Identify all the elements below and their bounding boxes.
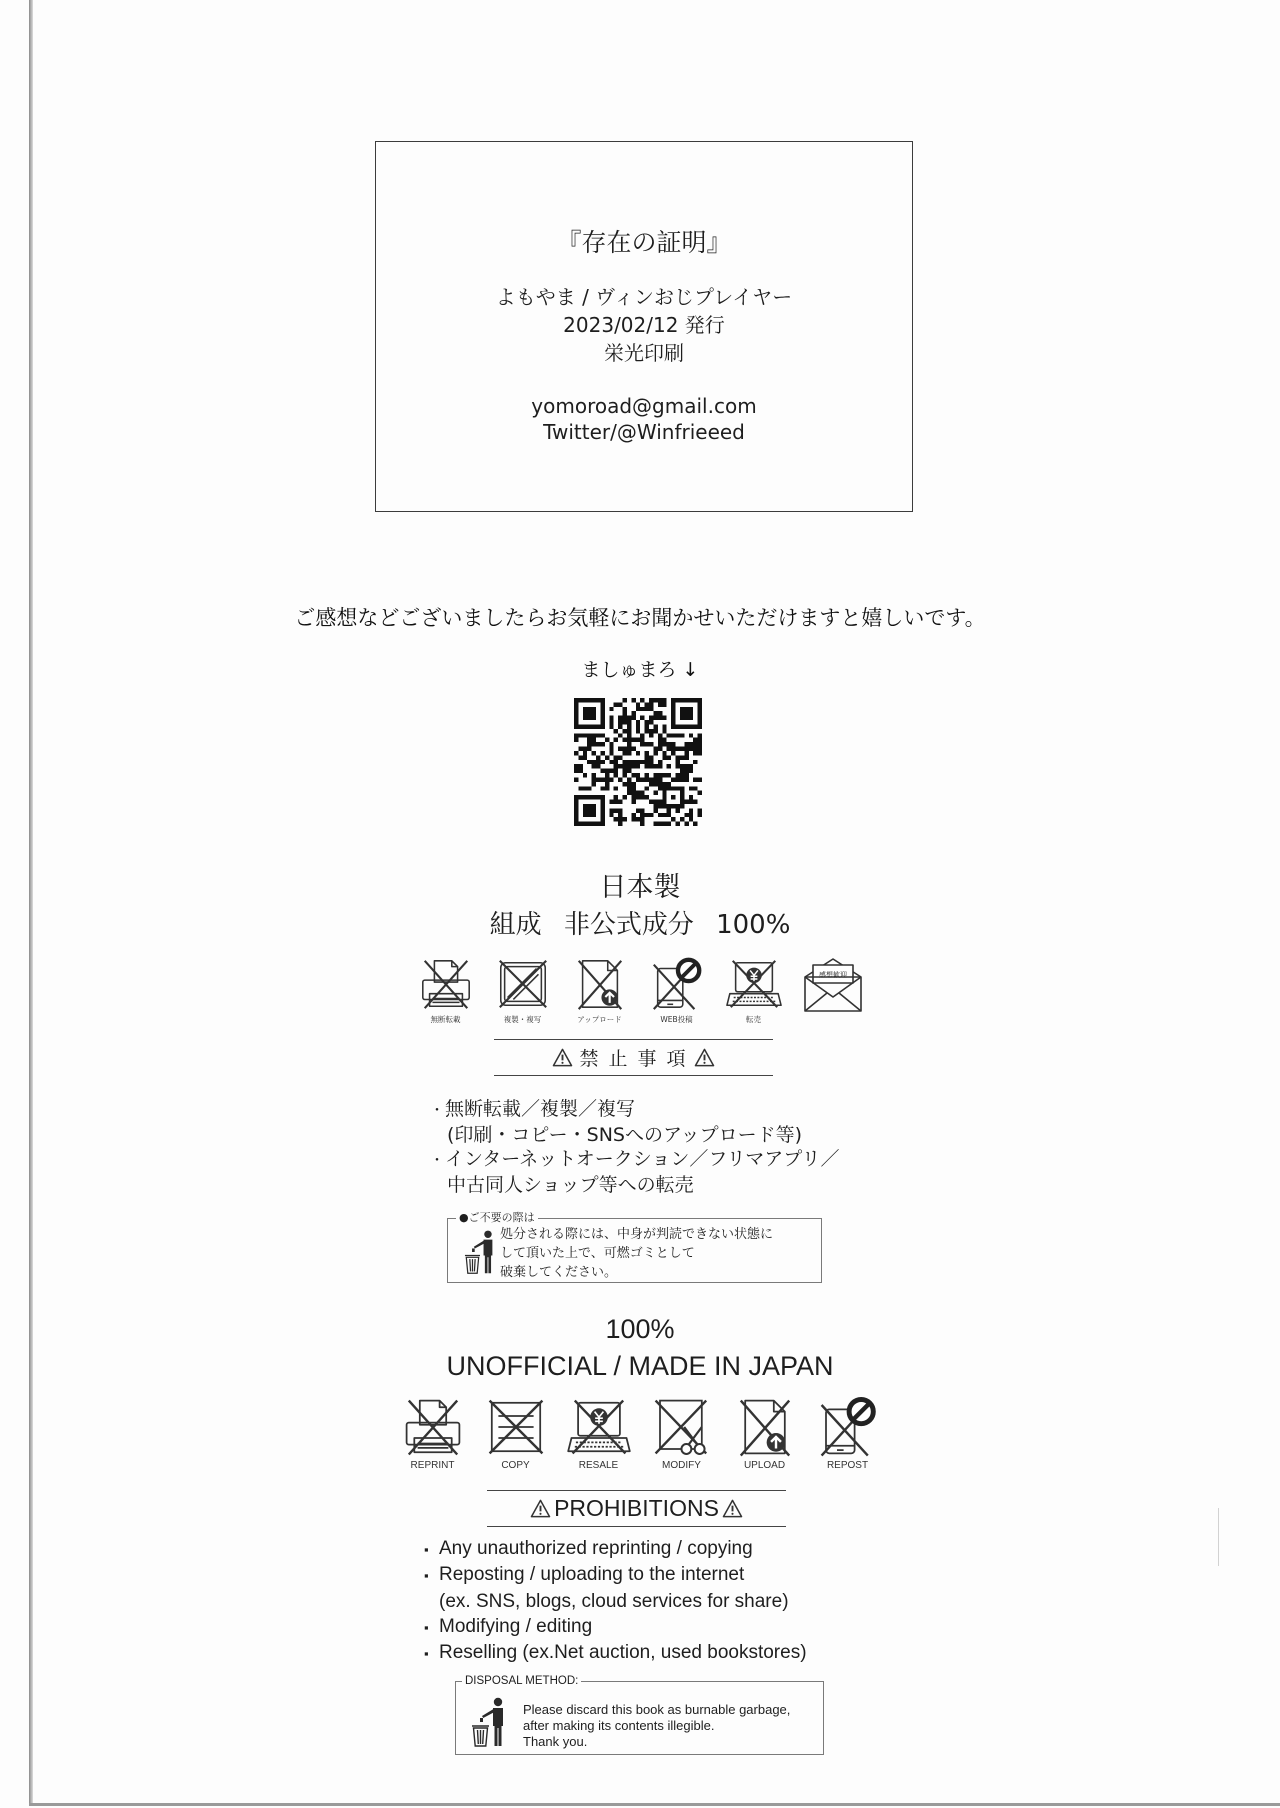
upload-icon bbox=[571, 955, 629, 1013]
warning-icon bbox=[552, 1048, 573, 1067]
icon-item-reprint bbox=[415, 955, 477, 1025]
feedback-message: ご感想などございましたらお気軽にお聞かせいただけますと嬉しいです。 bbox=[294, 606, 986, 630]
disposal-line: 処分される際には、中身が判読できない状態に bbox=[500, 1227, 774, 1242]
warning-icon-glyph bbox=[532, 1500, 550, 1516]
disposal-line: して頂いた上で、可燃ゴミとして bbox=[500, 1246, 695, 1261]
disposal-line: after making its contents illegible. bbox=[523, 1718, 715, 1733]
book-title: 『存在の証明』 bbox=[556, 228, 732, 257]
icon-item-modify bbox=[647, 1394, 717, 1472]
phone-ban-icon-glyph bbox=[821, 1400, 873, 1456]
icon-item-reprint bbox=[398, 1394, 468, 1472]
icon-caption: 複製・複写 bbox=[503, 1015, 542, 1024]
list-item: ・ 無断転載／複製／複写 bbox=[432, 1097, 839, 1123]
icon-caption: アップロード bbox=[577, 1015, 622, 1024]
icon-item-resale bbox=[723, 955, 785, 1025]
printer-icon bbox=[417, 955, 475, 1013]
printer-icon-glyph bbox=[406, 1401, 459, 1455]
page-edge-bottom bbox=[29, 1803, 1280, 1806]
icon-caption: REPOST bbox=[826, 1460, 869, 1471]
icon-caption: RESALE bbox=[578, 1460, 619, 1471]
colophon-box bbox=[375, 141, 913, 512]
laptop-yen-icon-glyph bbox=[568, 1401, 630, 1454]
disposal-line: Thank you. bbox=[523, 1734, 588, 1749]
icon-caption: 転売 bbox=[746, 1015, 761, 1024]
icon-item-upload bbox=[730, 1394, 800, 1472]
upload-icon-glyph bbox=[740, 1401, 788, 1456]
printer-icon-glyph bbox=[422, 961, 468, 1008]
composition-label: 組成 非公式成分 100% bbox=[489, 910, 791, 940]
warning-icon bbox=[530, 1499, 551, 1518]
list-item-continuation: (ex. SNS, blogs, cloud services for share) bbox=[439, 1590, 789, 1612]
author-line: よもやま / ヴィンおじプレイヤー bbox=[495, 285, 793, 309]
list-item-continuation: (印刷・コピー・SNSへのアップロード等) bbox=[447, 1124, 803, 1146]
rules-list-jp bbox=[432, 1097, 839, 1197]
icon-item-resale bbox=[564, 1394, 634, 1472]
disposal-text bbox=[523, 1702, 790, 1750]
prohibitions-heading-jp bbox=[494, 1039, 773, 1076]
rules-list-en bbox=[424, 1536, 807, 1666]
copy-icon-glyph bbox=[489, 1401, 542, 1454]
list-item: ▪ Any unauthorized reprinting / copying bbox=[424, 1536, 807, 1562]
icon-item-upload bbox=[569, 955, 631, 1025]
icon-item-copy bbox=[492, 955, 554, 1025]
list-item-continuation: 中古同人ショップ等への転売 bbox=[447, 1174, 694, 1196]
icon-item-web-post bbox=[646, 955, 708, 1025]
phone-ban-icon bbox=[815, 1394, 881, 1460]
scissors-icon-glyph bbox=[655, 1401, 706, 1454]
warning-icon bbox=[694, 1048, 715, 1067]
disposal-box-en bbox=[455, 1675, 824, 1755]
laptop-yen-icon-glyph bbox=[726, 961, 780, 1007]
trash-disposal-icon-glyph bbox=[465, 1231, 492, 1274]
list-item: ▪ Reselling (ex.Net auction, used bookstores) bbox=[424, 1640, 807, 1666]
upload-icon-glyph bbox=[578, 961, 621, 1009]
icon-caption: REPRINT bbox=[410, 1460, 455, 1471]
prohibition-icons-jp bbox=[0, 955, 1280, 1025]
printer-name: 栄光印刷 bbox=[604, 341, 684, 365]
envelope-label: 感想歓迎 bbox=[818, 971, 847, 979]
scissors-icon bbox=[649, 1394, 715, 1460]
disposal-heading: ●ご不要の際は bbox=[456, 1211, 538, 1225]
copy-icon bbox=[483, 1394, 549, 1460]
icon-caption: 無断転載 bbox=[430, 1015, 461, 1024]
prohibition-icons-en bbox=[0, 1394, 1280, 1472]
icon-caption: UPLOAD bbox=[743, 1460, 786, 1471]
icon-caption: MODIFY bbox=[662, 1460, 701, 1471]
twitter-handle: Twitter/@Winfrieeed bbox=[543, 420, 745, 444]
qr-label: ましゅまろ ↓ bbox=[581, 659, 699, 681]
unofficial-heading: UNOFFICIAL / MADE IN JAPAN bbox=[446, 1351, 834, 1381]
prohibitions-title: 禁 止 事 項 bbox=[579, 1048, 688, 1070]
disposal-line: 破棄してください。 bbox=[500, 1265, 618, 1280]
trash-disposal-icon bbox=[462, 1229, 498, 1275]
warning-icon-glyph bbox=[554, 1049, 572, 1065]
warning-icon-glyph bbox=[695, 1049, 713, 1065]
warning-icon-glyph bbox=[723, 1500, 741, 1516]
disposal-box-jp bbox=[447, 1211, 822, 1283]
icon-item-copy bbox=[481, 1394, 551, 1472]
list-item: ▪ Modifying / editing bbox=[424, 1614, 807, 1640]
envelope-icon-glyph bbox=[805, 959, 861, 1011]
phone-ban-icon bbox=[648, 955, 706, 1013]
upload-icon bbox=[732, 1394, 798, 1460]
disposal-text bbox=[500, 1225, 773, 1282]
icon-caption: COPY bbox=[501, 1460, 530, 1471]
icon-item-repost bbox=[813, 1394, 883, 1472]
publish-date: 2023/02/12 発行 bbox=[563, 313, 725, 337]
list-item: ▪ Reposting / uploading to the internet bbox=[424, 1562, 807, 1588]
warning-icon bbox=[722, 1499, 743, 1518]
icon-item-feedback-welcome bbox=[800, 955, 866, 1025]
trash-disposal-icon bbox=[469, 1696, 509, 1748]
contact-email: yomoroad@gmail.com bbox=[531, 394, 757, 418]
percent-label: 100% bbox=[605, 1314, 675, 1344]
page-crease-mark bbox=[1218, 1508, 1219, 1566]
qr-code bbox=[574, 698, 702, 826]
trash-disposal-icon-glyph bbox=[472, 1698, 503, 1746]
prohibitions-title: PROHIBITIONS bbox=[554, 1495, 719, 1521]
laptop-yen-icon bbox=[566, 1394, 632, 1460]
disposal-heading: DISPOSAL METHOD: bbox=[462, 1674, 581, 1688]
laptop-yen-icon bbox=[725, 955, 783, 1013]
printer-icon bbox=[400, 1394, 466, 1460]
envelope-icon bbox=[801, 955, 865, 1015]
prohibitions-heading-en bbox=[487, 1490, 786, 1527]
icon-caption: WEB投稿 bbox=[660, 1015, 693, 1024]
disposal-line: Please discard this book as burnable garbage, bbox=[523, 1702, 791, 1717]
list-item: ・ インターネットオークション／フリマアプリ／ bbox=[432, 1147, 839, 1173]
phone-ban-icon-glyph bbox=[653, 960, 698, 1009]
copier-icon bbox=[494, 955, 552, 1013]
copier-icon-glyph bbox=[499, 961, 545, 1007]
origin-label: 日本製 bbox=[599, 872, 681, 903]
